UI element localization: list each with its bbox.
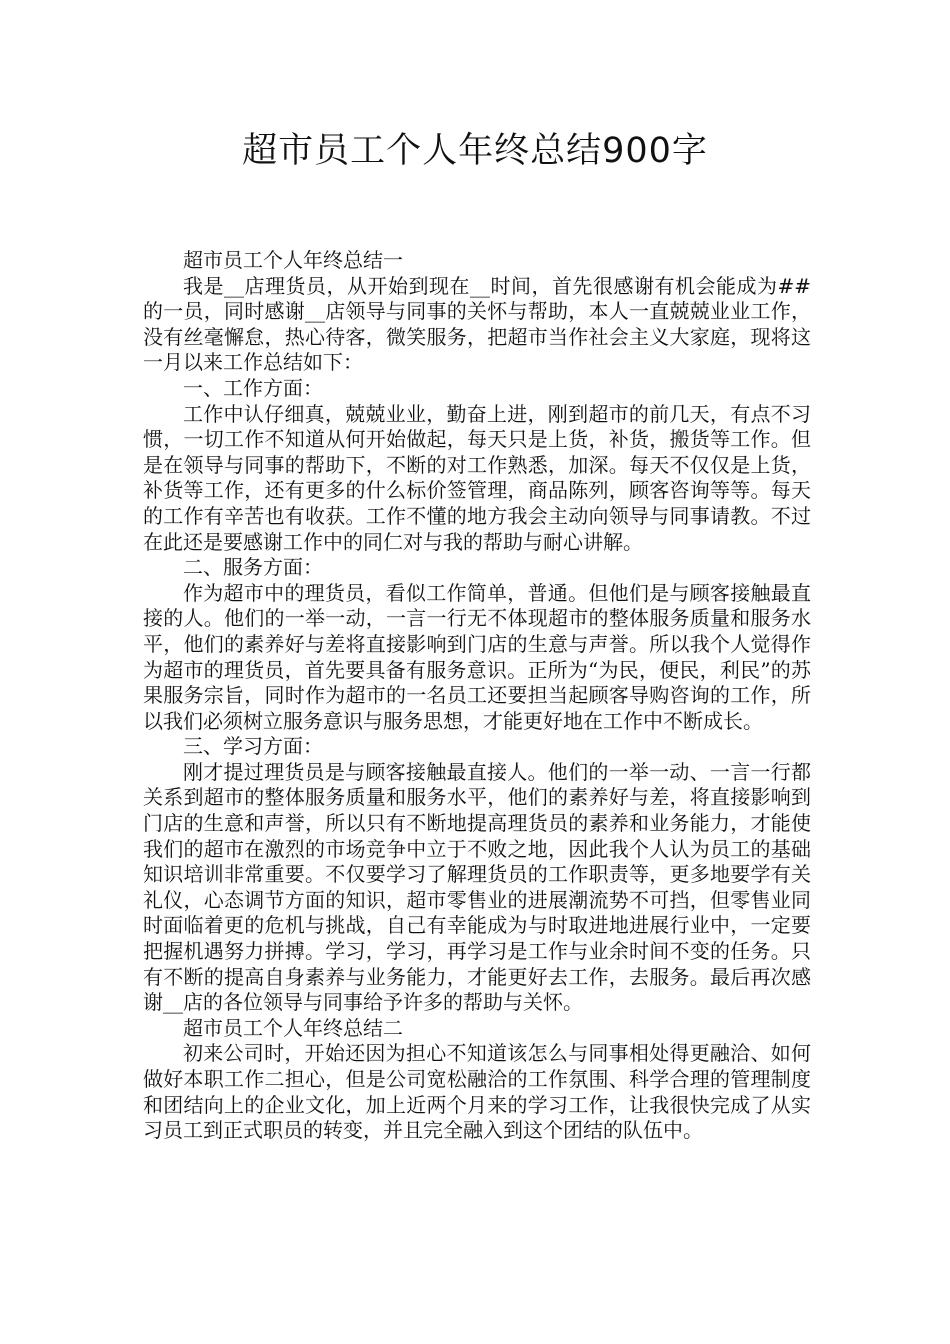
service-paragraph: 作为超市中的理货员，看似工作简单，普通。但他们是与顾客接触最直接的人。他们的一举一动，一言一行无不体现超市的整体服务质量和服务水平，他们的素养好与差将直接影响到门店的生意与声誉。所以我个人觉得作为超市的理货员，首先要具备有服务意识。正所为“为民，便民，利民”的苏果服务宗旨，同时作为超市的一名员工还要担当起顾客导购咨询的工作，所以我们必须树立服务意识与服务思想，才能更好地在工作中不断成长。: [143, 580, 811, 733]
section-heading-service: 二、服务方面：: [183, 555, 323, 580]
section-heading-summary-one: 超市员工个人年终总结一: [183, 248, 403, 272]
document-title: 超市员工个人年终总结900字: [242, 131, 708, 171]
intro-paragraph: 我是__店理货员，从开始到现在__时间，首先很感谢有机会能成为##的一员，同时感谢__店领导与同事的关怀与帮助，本人一直兢兢业业工作，没有丝毫懈怠，热心待客，微笑服务，把超市当作社会主义大家庭，现将这一月以来工作总结如下：: [143, 273, 811, 375]
work-paragraph: 工作中认仔细真，兢兢业业，勤奋上进，刚到超市的前几天，有点不习惯，一切工作不知道从何开始做起，每天只是上货，补货，搬货等工作。但是在领导与同事的帮助下，不断的对工作熟悉，加深。每天不仅仅是上货，补货等工作，还有更多的什么标价签管理，商品陈列，顾客咨询等等。每天的工作有辛苦也有收获。工作不懂的地方我会主动向领导与同事请教。不过在此还是要感谢工作中的同仁对与我的帮助与耐心讲解。: [143, 401, 811, 554]
study-paragraph: 刚才提过理货员是与顾客接触最直接人。他们的一举一动、一言一行都关系到超市的整体服务质量和服务水平，他们的素养好与差，将直接影响到门店的生意和声誉，所以只有不断地提高理货员的素养和业务能力，才能使我们的超市在激烈的市场竞争中立于不败之地，因此我个人认为员工的基础知识培训非常重要。不仅要学习了解理货员的工作职责等，更多地要学有关礼仪，心态调节方面的知识，超市零售业的进展潮流势不可挡，但零售业同时面临着更的危机与挑战，自己有幸能成为与时取进地进展行业中，一定要把握机遇努力拼搏。学习，学习，再学习是工作与业余时间不变的任务。只有不断的提高自身素养与业务能力，才能更好去工作，去服务。最后再次感谢__店的各位领导与同事给予许多的帮助与关怀。: [143, 759, 811, 1015]
document-body: [143, 248, 811, 1144]
section-heading-study: 三、学习方面：: [183, 734, 323, 759]
section-heading-summary-two: 超市员工个人年终总结二: [183, 1015, 403, 1040]
summary-two-paragraph: 初来公司时，开始还因为担心不知道该怎么与同事相处得更融洽、如何做好本职工作二担心，但是公司宽松融洽的工作氛围、科学合理的管理制度和团结向上的企业文化，加上近两个月来的学习工作，让我很快完成了从实习员工到正式职员的转变，并且完全融入到这个团结的队伍中。: [143, 1041, 811, 1143]
section-heading-work: 一、工作方面：: [183, 375, 323, 400]
